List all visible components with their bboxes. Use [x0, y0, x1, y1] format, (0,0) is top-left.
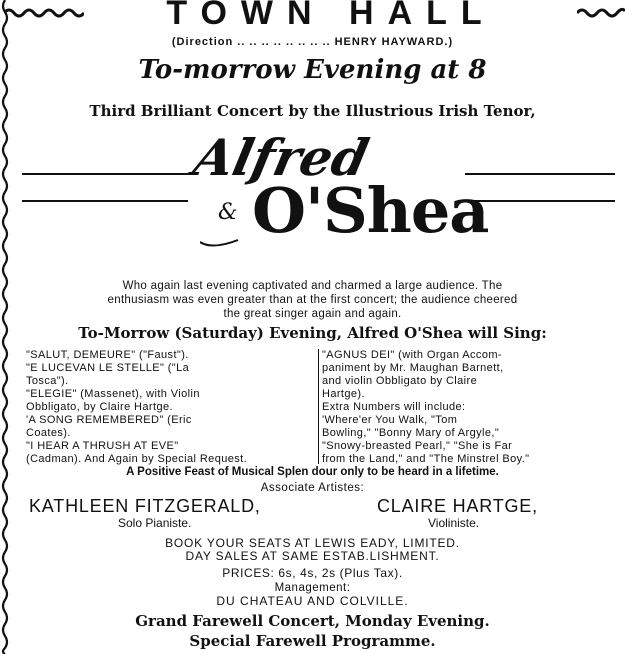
left-song-line: "I HEAR A THRUSH AT EVE"	[26, 440, 179, 452]
left-song-line: Coates).	[26, 427, 71, 439]
booking-line-1: BOOK YOUR SEATS AT LEWIS EADY, LIMITED.	[165, 536, 460, 550]
booking-line-2: DAY SALES AT SAME ESTAB.LISHMENT.	[185, 549, 440, 563]
performer-name-first: Alfred	[188, 128, 374, 187]
management-heading: Management:	[274, 582, 351, 594]
left-rule-top	[22, 173, 188, 175]
venue-title: TOWN HALL	[166, 0, 496, 32]
prices-line: PRICES: 6s, 4s, 2s (Plus Tax).	[222, 566, 403, 580]
intro-line-2: enthusiasm was even greater than at the first concert; the audience cheered	[107, 294, 518, 306]
performer-name-last: O'Shea	[252, 174, 489, 247]
left-song-line: Obbligato, by Claire Hartge.	[26, 401, 173, 413]
intro-line-1: Who again last evening captivated and charmed a large audience. The	[122, 280, 503, 292]
right-song-line: Extra Numbers will include:	[322, 401, 466, 413]
left-song-line: 'A SONG REMEMBERED" (Eric	[26, 414, 192, 426]
left-song-line: (Cadman). And Again by Special Request.	[26, 453, 248, 465]
right-song-line: paniment by Mr. Maughan Barnett,	[322, 362, 504, 374]
left-song-line: "SALUT, DEMEURE" ("Faust").	[26, 349, 189, 361]
right-song-line: from the Land," and "The Minstrel Boy."	[322, 453, 530, 465]
left-song-line: "E LUCEVAN LE STELLE" ("La	[26, 362, 190, 374]
left-song-line: "ELEGIE" (Massenet), with Violin	[26, 388, 200, 400]
artiste-2-role: Violiniste.	[428, 516, 480, 530]
associate-artistes-heading: Associate Artistes:	[260, 482, 365, 494]
top-left-wavy-line	[4, 6, 84, 20]
performer-ampersand: &	[218, 200, 238, 225]
right-song-line: "Snowy-breasted Pearl," "She is Far	[322, 440, 513, 452]
artiste-1-role: Solo Pianiste.	[118, 516, 192, 530]
left-rule-bottom	[22, 200, 188, 202]
right-song-line: "AGNUS DEI" (with Organ Accom-	[322, 349, 502, 361]
farewell-programme-line: Special Farewell Programme.	[189, 632, 436, 650]
artiste-1-name: KATHLEEN FITZGERALD,	[29, 496, 261, 516]
right-song-line: Bowling," "Bonny Mary of Argyle,"	[322, 427, 500, 439]
date-headline: To-morrow Evening at 8	[138, 55, 487, 85]
concert-subtitle: Third Brilliant Concert by the Illustrious Irish Tenor,	[89, 102, 536, 120]
artiste-2-name: CLAIRE HARTGE,	[377, 496, 538, 516]
farewell-concert-line: Grand Farewell Concert, Monday Evening.	[135, 612, 490, 630]
management-names: DU CHATEAU AND COLVILLE.	[216, 594, 409, 608]
programme-heading: To-Morrow (Saturday) Evening, Alfred O'Shea will Sing:	[78, 324, 547, 342]
top-right-wavy-line	[577, 6, 625, 20]
right-song-line: 'Where'er You Walk, "Tom	[322, 414, 458, 426]
right-song-line: and violin Obbligato by Claire	[322, 375, 478, 387]
left-song-line: Tosca").	[26, 375, 69, 387]
feast-line: A Positive Feast of Musical Splen dour only to be heard in a lifetime.	[126, 466, 499, 478]
column-divider	[318, 349, 319, 464]
intro-line-3: the great singer again and again.	[223, 308, 402, 320]
direction-line: (Direction .. .. .. .. .. .. .. .. HENRY HAYWARD.)	[171, 36, 454, 48]
right-song-line: Hartge).	[322, 388, 365, 400]
performer-flourish	[200, 236, 240, 250]
